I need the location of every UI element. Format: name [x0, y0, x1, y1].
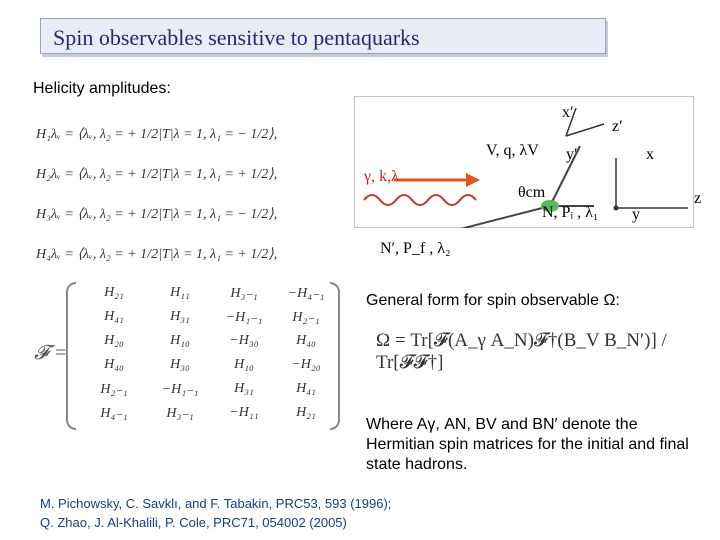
- matrix-cell: H₄₀: [104, 357, 124, 372]
- matrix-cell: H₄₁: [104, 309, 124, 324]
- matrix-cell: H₃₀: [170, 357, 190, 372]
- slide-title: Spin observables sensitive to pentaquarks: [53, 25, 420, 50]
- matrix-cell: −H₃₀: [229, 333, 259, 348]
- matrix-cell: H₃₋₁: [166, 406, 194, 421]
- spin-observable-formula: Ω = Tr[𝓕(A_γ A_N)𝓕†(B_V B_N′)] / Tr[𝓕𝓕†]: [376, 330, 667, 373]
- references: [40, 494, 391, 532]
- incoming-nucleon-label: N, Pᵢ , λ₁: [542, 204, 599, 221]
- matrix-cell: −H₁₋₁: [161, 382, 199, 397]
- matrix-cell: H₂₋₁: [100, 382, 128, 397]
- theta-label: θcm: [518, 184, 546, 201]
- matrix-cell: H₄₀: [296, 333, 316, 348]
- axis-label: z′: [612, 118, 623, 135]
- reference-line: M. Pichowsky, C. Savklı, and F. Tabakin, PRC53, 593 (1996);: [40, 496, 392, 511]
- matrix-cell: H₄₋₁: [100, 406, 128, 421]
- matrix-cell: H₂₁: [296, 405, 316, 420]
- amplitude-row: H₃λᵥ = ⟨λᵥ, λ₂ = + 1/2|T|λ = 1, λ₁ = − 1/2⟩,: [36, 207, 278, 222]
- matrix-label: 𝓕 =: [34, 342, 68, 364]
- axis-label: x′: [562, 104, 574, 121]
- matrix-cell: H₃₁: [234, 381, 254, 396]
- reference-line: Q. Zhao, J. Al-Khalili, P. Cole, PRC71, 054002 (2005): [40, 515, 347, 530]
- axis-label: x: [646, 146, 654, 163]
- matrix-cell: H₂₁: [104, 285, 124, 300]
- matrix-cell: −H₁₁: [229, 405, 259, 420]
- helicity-heading: Helicity amplitudes:: [33, 80, 171, 97]
- where-description: Where Aγ, AN, BV and BN′ denote the Hermitian spin matrices for the initial and final state hadrons.: [366, 416, 689, 473]
- matrix-cell: H₂₋₁: [292, 310, 320, 325]
- axis-origin: [614, 206, 619, 211]
- general-form-label: General form for spin observable Ω:: [366, 292, 620, 309]
- matrix-cell: H₃₋₁: [230, 286, 258, 301]
- matrix-cell: H₃₁: [170, 309, 190, 324]
- matrix-cell: −H₂₀: [291, 357, 321, 372]
- matrix-cell: −H₄₋₁: [287, 286, 325, 301]
- axis-label: z: [694, 190, 702, 207]
- matrix-left-bracket: [66, 282, 76, 430]
- amplitude-row: H₂λᵥ = ⟨λᵥ, λ₂ = + 1/2|T|λ = 1, λ₁ = + 1/2⟩,: [36, 167, 278, 182]
- matrix-cell: H₁₀: [170, 333, 190, 348]
- kinematics-diagram: [354, 96, 694, 228]
- amplitude-row: H₄λᵥ = ⟨λᵥ, λ₂ = + 1/2|T|λ = 1, λ₁ = + 1/2⟩,: [36, 247, 278, 262]
- vector-meson-label: V, q, λV: [486, 142, 539, 159]
- outgoing-nucleon-label: N′, P_f , λ₂: [380, 240, 451, 257]
- axis-label: y: [632, 206, 640, 223]
- matrix-cell: H₁₁: [170, 285, 190, 300]
- matrix-cell: −H₁₋₁: [225, 310, 263, 325]
- axis-label: y′: [566, 146, 578, 163]
- matrix-cell: H₂₀: [104, 333, 124, 348]
- title-box: [40, 18, 606, 54]
- matrix-cell: H₄₁: [296, 381, 316, 396]
- photon-label: γ, k,λ: [364, 168, 399, 185]
- amplitude-row: H₁λᵥ = ⟨λᵥ, λ₂ = + 1/2|T|λ = 1, λ₁ = − 1/2⟩,: [36, 127, 278, 142]
- matrix-cell: H₁₀: [234, 357, 254, 372]
